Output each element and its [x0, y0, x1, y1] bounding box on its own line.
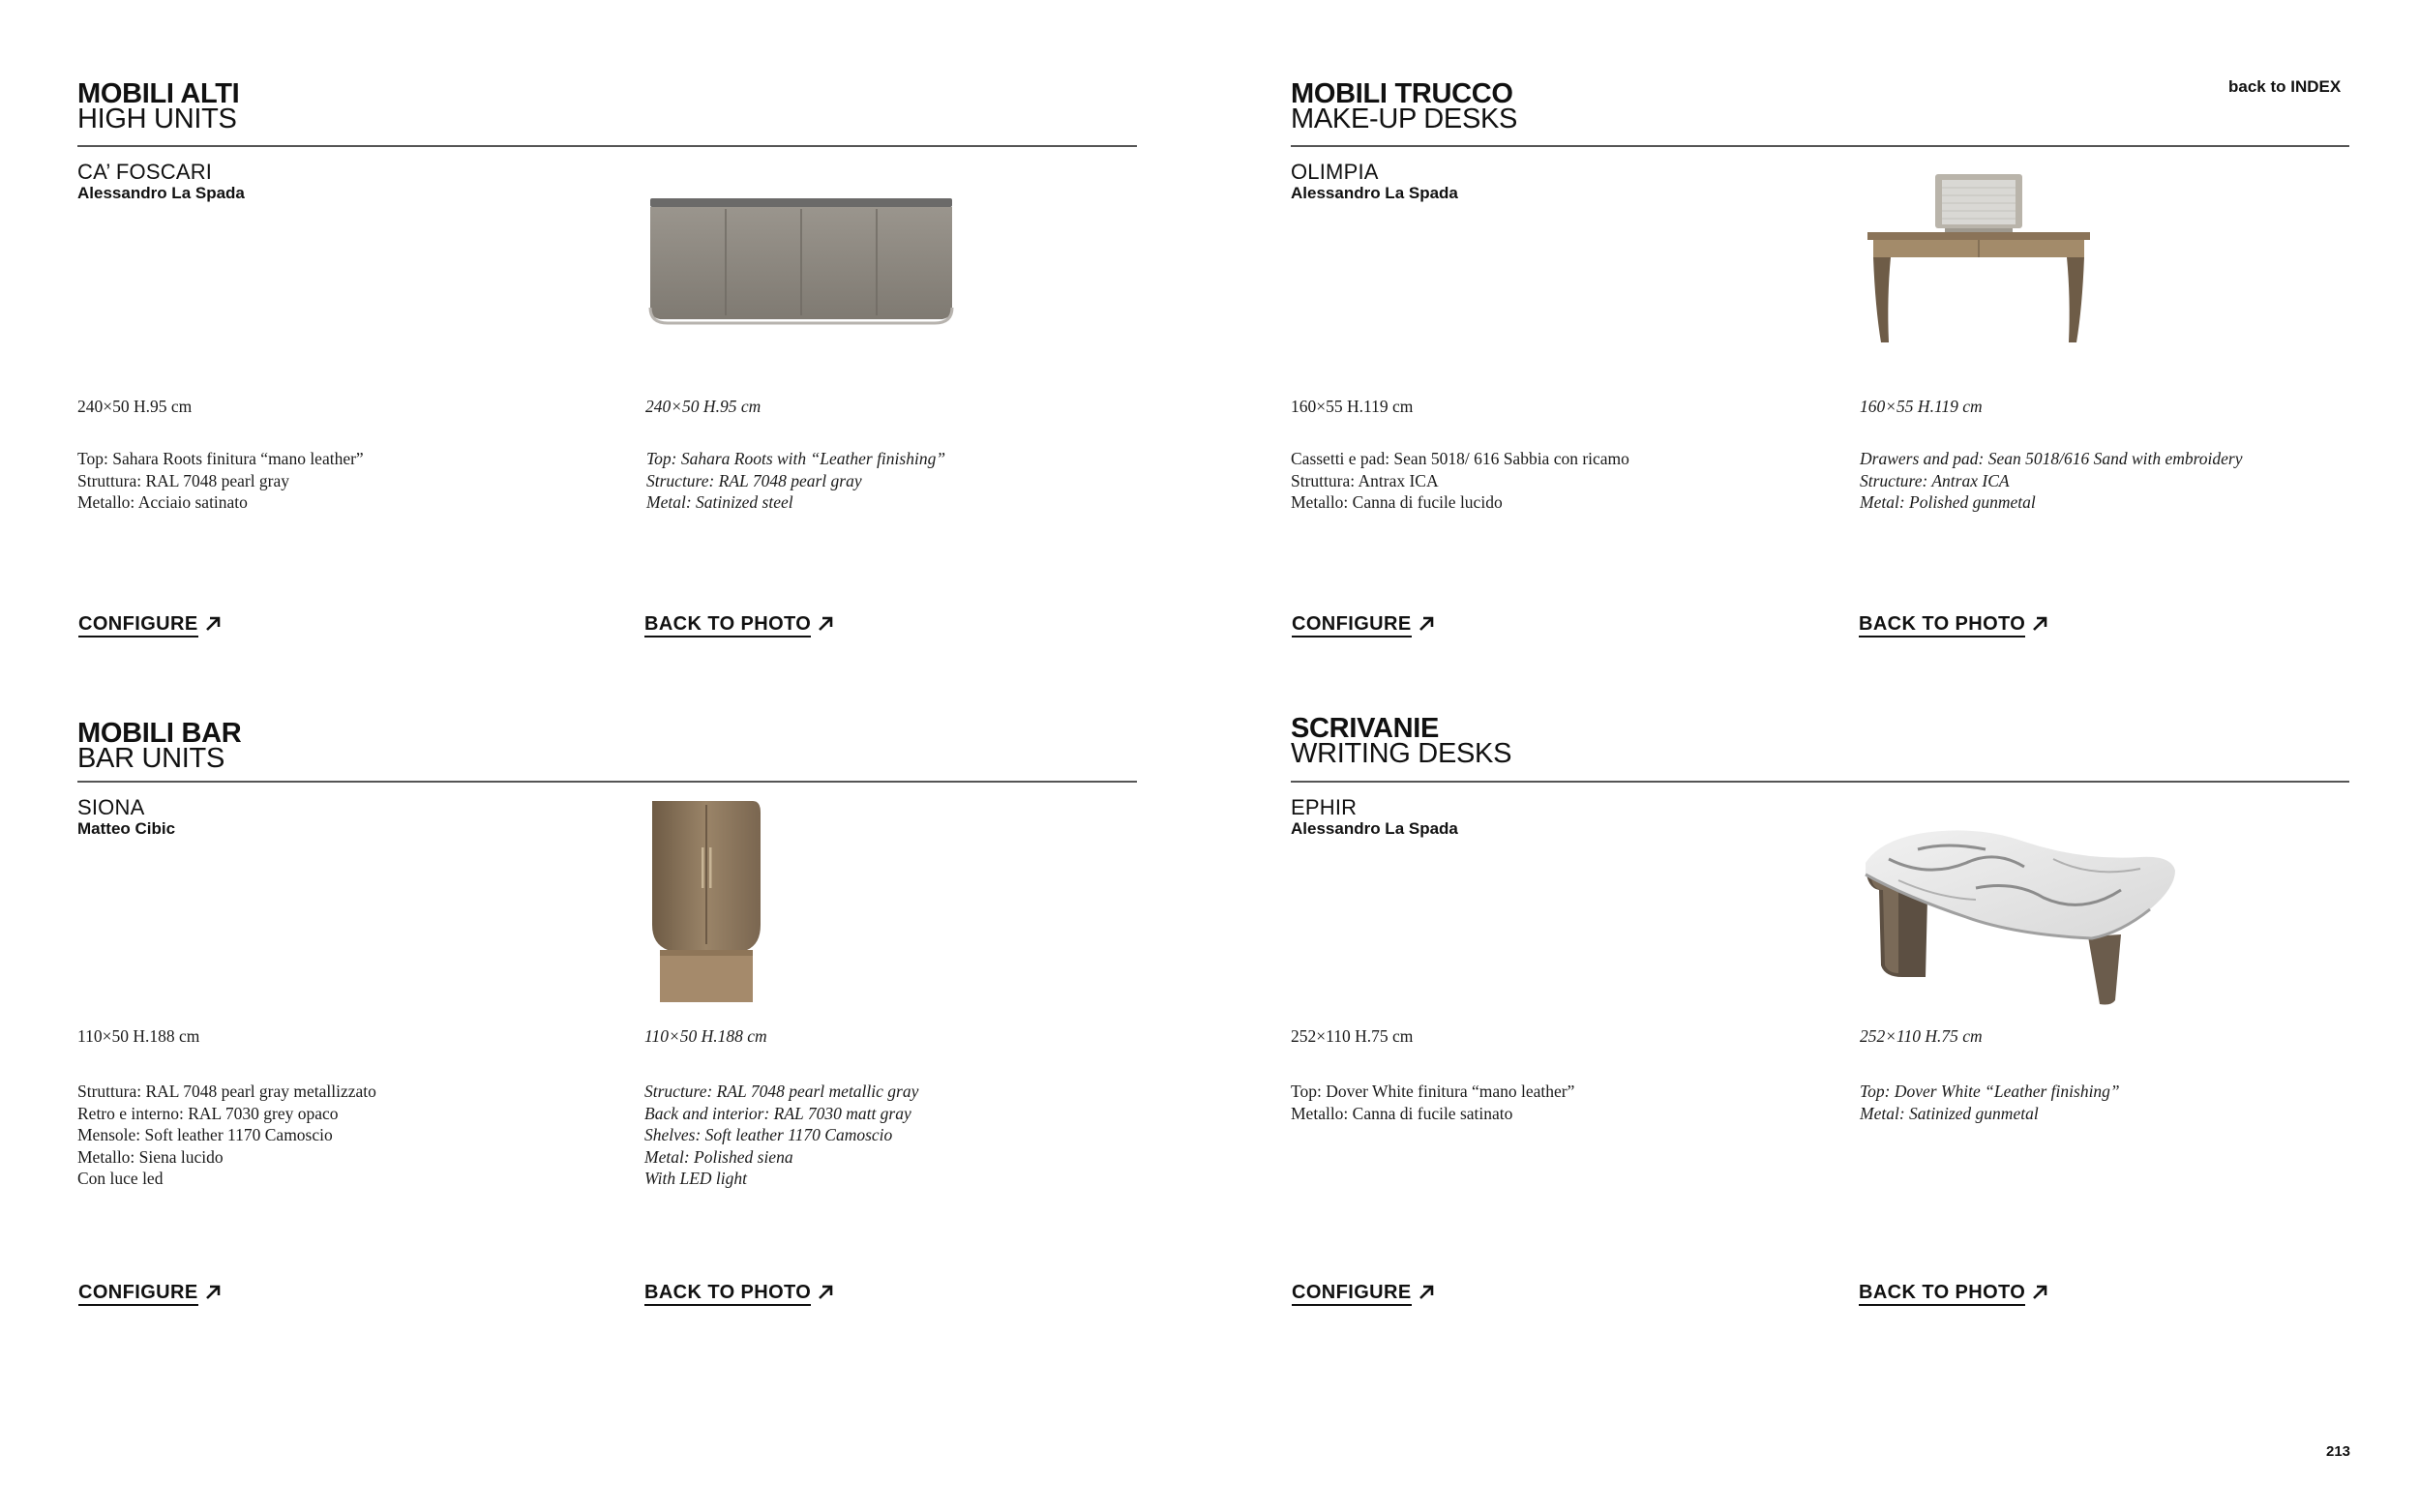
- material-line: Metallo: Acciaio satinato: [77, 492, 248, 512]
- materials-it: [77, 448, 364, 514]
- dimensions-en: 252×110 H.75 cm: [1860, 1026, 1983, 1046]
- material-line: Drawers and pad: Sean 5018/616 Sand with embroidery: [1860, 449, 2243, 468]
- back-to-photo-label: BACK TO PHOTO: [644, 613, 811, 637]
- dimensions-en: 240×50 H.95 cm: [645, 397, 762, 416]
- materials-en: [646, 448, 945, 514]
- ca-foscari-sideboard-image: [646, 193, 956, 329]
- configure-label: CONFIGURE: [78, 613, 198, 637]
- back-to-photo-label: BACK TO PHOTO: [644, 1282, 811, 1306]
- materials-it: [77, 1081, 376, 1190]
- back-to-index-link[interactable]: back to INDEX: [2228, 77, 2342, 96]
- section-divider: [1291, 145, 2349, 147]
- material-line: Shelves: Soft leather 1170 Camoscio: [644, 1125, 893, 1144]
- arrow-up-right-icon: [1417, 614, 1436, 634]
- product-name: CA’ FOSCARI: [77, 160, 213, 184]
- category-title-it: SCRIVANIE: [1291, 713, 1440, 744]
- back-to-photo-link[interactable]: [644, 1282, 835, 1306]
- section-bar-units-heading: [77, 718, 242, 774]
- olimpia-make-up-desk-image: [1866, 172, 2093, 346]
- product-name: SIONA: [77, 795, 145, 819]
- section-divider: [77, 145, 1137, 147]
- materials-en: [644, 1081, 918, 1190]
- dimensions-it: 160×55 H.119 cm: [1291, 397, 1414, 416]
- product-designer: Matteo Cibic: [77, 819, 176, 838]
- product-name: EPHIR: [1291, 795, 1358, 819]
- material-line: With LED light: [644, 1169, 747, 1188]
- arrow-up-right-icon: [2030, 1283, 2049, 1302]
- material-line: Structure: Antrax ICA: [1860, 470, 2010, 490]
- material-line: Top: Dover White “Leather finishing”: [1860, 1082, 2120, 1101]
- materials-en: [1860, 448, 2243, 514]
- arrow-up-right-icon: [2030, 614, 2049, 634]
- back-to-photo-label: BACK TO PHOTO: [1859, 1282, 2025, 1306]
- product-heading: [1291, 161, 1458, 203]
- configure-link[interactable]: [1292, 1282, 1436, 1306]
- material-line: Struttura: Antrax ICA: [1291, 470, 1439, 490]
- section-divider: [77, 781, 1137, 783]
- category-title-en: BAR UNITS: [77, 743, 224, 774]
- section-divider: [1291, 781, 2349, 783]
- materials-it: [1291, 1081, 1574, 1124]
- material-line: Structure: RAL 7048 pearl gray: [646, 470, 862, 490]
- configure-label: CONFIGURE: [78, 1282, 198, 1306]
- category-title-it: MOBILI ALTI: [77, 78, 240, 109]
- page-number: 213: [2326, 1443, 2351, 1460]
- ephir-writing-desk-image: [1860, 820, 2179, 1006]
- product-designer: Alessandro La Spada: [77, 184, 245, 202]
- section-high-units-heading: [77, 78, 240, 134]
- back-to-photo-link[interactable]: [1859, 1282, 2049, 1306]
- dimensions-it: 110×50 H.188 cm: [77, 1026, 200, 1046]
- product-heading: [77, 161, 245, 203]
- configure-link[interactable]: [78, 613, 223, 637]
- product-designer: Alessandro La Spada: [1291, 819, 1458, 838]
- material-line: Back and interior: RAL 7030 matt gray: [644, 1103, 911, 1123]
- arrow-up-right-icon: [203, 614, 223, 634]
- product-heading: [77, 796, 175, 839]
- material-line: Mensole: Soft leather 1170 Camoscio: [77, 1125, 333, 1144]
- material-line: Metal: Satinized gunmetal: [1860, 1103, 2039, 1123]
- material-line: Metallo: Siena lucido: [77, 1146, 224, 1167]
- dimensions-it: 240×50 H.95 cm: [77, 397, 193, 416]
- configure-link[interactable]: [1292, 613, 1436, 637]
- configure-label: CONFIGURE: [1292, 1282, 1412, 1306]
- material-line: Metal: Polished siena: [644, 1146, 793, 1167]
- dimensions-en: 110×50 H.188 cm: [644, 1026, 767, 1046]
- siona-bar-unit-image: [646, 799, 767, 1004]
- materials-it: [1291, 448, 1629, 514]
- material-line: Retro e interno: RAL 7030 grey opaco: [77, 1103, 339, 1123]
- material-line: Metal: Polished gunmetal: [1860, 492, 2036, 512]
- arrow-up-right-icon: [816, 1283, 835, 1302]
- dimensions-en: 160×55 H.119 cm: [1860, 397, 1983, 416]
- product-heading: [1291, 796, 1458, 839]
- material-line: Con luce led: [77, 1169, 164, 1188]
- material-line: Metallo: Canna di fucile lucido: [1291, 492, 1503, 512]
- category-title-it: MOBILI TRUCCO: [1291, 78, 1513, 109]
- product-designer: Alessandro La Spada: [1291, 184, 1458, 202]
- category-title-it: MOBILI BAR: [77, 718, 242, 749]
- arrow-up-right-icon: [1417, 1283, 1436, 1302]
- material-line: Struttura: RAL 7048 pearl gray: [77, 470, 290, 490]
- configure-link[interactable]: [78, 1282, 223, 1306]
- configure-label: CONFIGURE: [1292, 613, 1412, 637]
- material-line: Top: Sahara Roots with “Leather finishing”: [646, 449, 946, 468]
- section-writing-desks-heading: [1291, 713, 1512, 769]
- dimensions-it: 252×110 H.75 cm: [1291, 1026, 1414, 1046]
- section-make-up-desks-heading: [1291, 78, 1518, 134]
- product-name: OLIMPIA: [1291, 160, 1379, 184]
- arrow-up-right-icon: [203, 1283, 223, 1302]
- materials-en: [1860, 1081, 2120, 1124]
- material-line: Cassetti e pad: Sean 5018/ 616 Sabbia con ricamo: [1291, 449, 1629, 468]
- material-line: Struttura: RAL 7048 pearl gray metallizzato: [77, 1082, 376, 1101]
- material-line: Top: Dover White finitura “mano leather”: [1291, 1082, 1575, 1101]
- category-title-en: MAKE-UP DESKS: [1291, 104, 1518, 134]
- back-to-photo-link[interactable]: [1859, 613, 2049, 637]
- category-title-en: WRITING DESKS: [1291, 738, 1512, 769]
- arrow-up-right-icon: [816, 614, 835, 634]
- material-line: Structure: RAL 7048 pearl metallic gray: [644, 1082, 919, 1101]
- material-line: Top: Sahara Roots finitura “mano leather”: [77, 449, 364, 468]
- category-title-en: HIGH UNITS: [77, 104, 237, 134]
- material-line: Metal: Satinized steel: [646, 492, 793, 512]
- material-line: Metallo: Canna di fucile satinato: [1291, 1103, 1513, 1123]
- back-to-photo-link[interactable]: [644, 613, 835, 637]
- back-to-photo-label: BACK TO PHOTO: [1859, 613, 2025, 637]
